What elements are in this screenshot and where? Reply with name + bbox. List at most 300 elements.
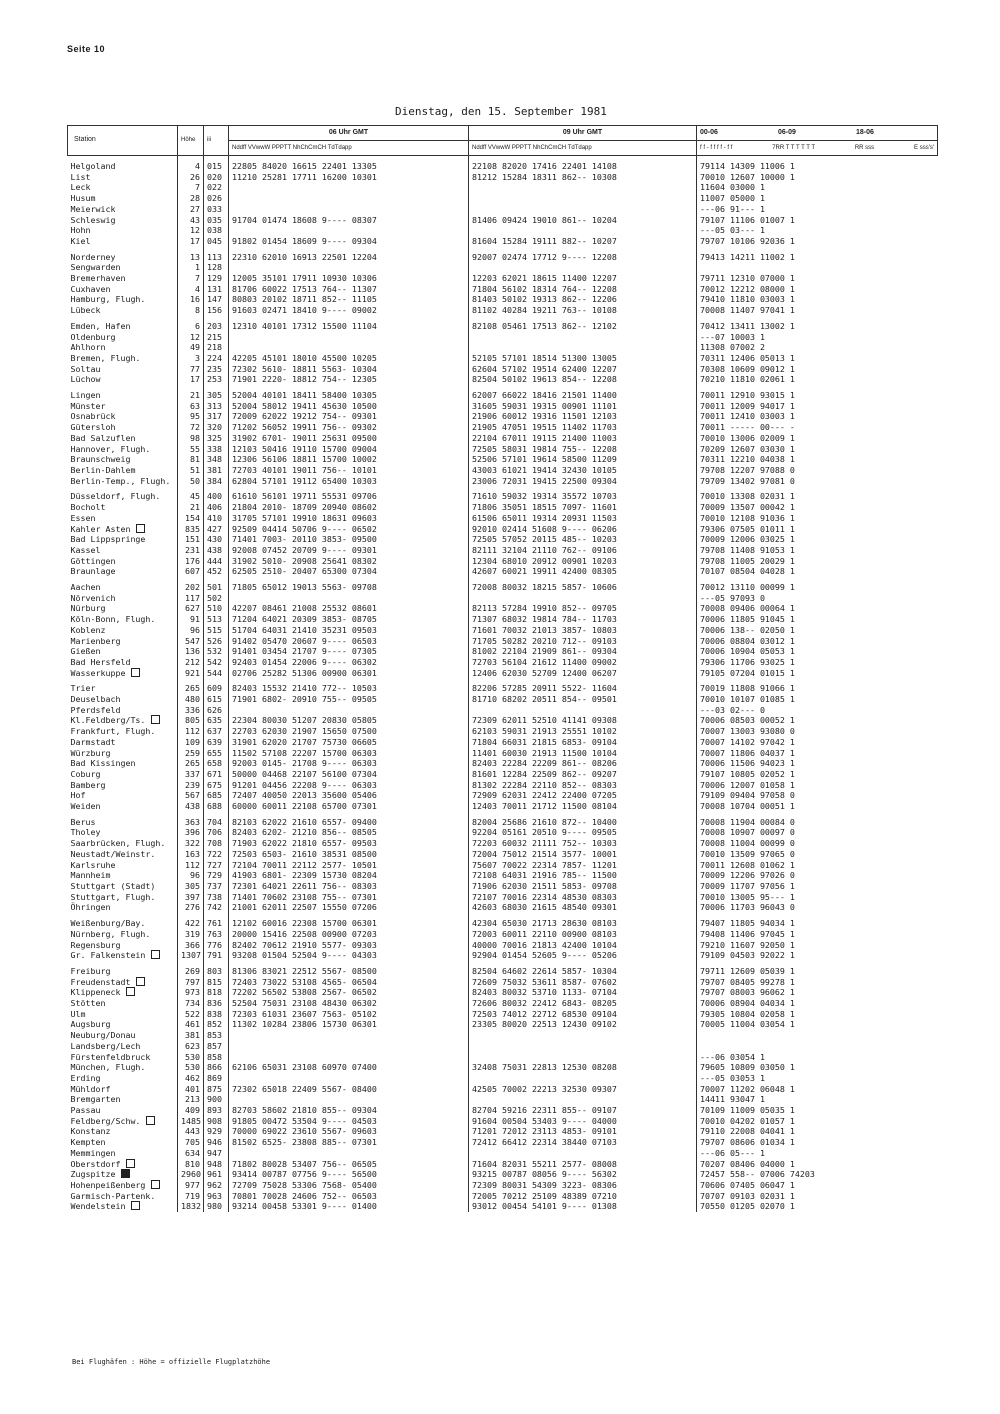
- station-name: Osnabrück: [70, 411, 116, 422]
- station-name: Lüchow: [70, 374, 101, 385]
- obs-09-cell: 71601 70032 21013 3857- 10803: [469, 625, 697, 636]
- table-row: [68, 172, 938, 183]
- table-row: [68, 411, 938, 422]
- station-cell: [68, 193, 178, 204]
- climate-cell: 70109 11009 05035 1: [697, 1105, 938, 1116]
- climate-cell: ---07 10003 1: [697, 332, 938, 343]
- station-cell: [68, 1191, 178, 1202]
- hoehe-cell: 95: [178, 411, 204, 422]
- obs-06-cell: 71401 70602 23108 755-- 07301: [232, 891, 377, 902]
- obs-06-cell: 92008 07452 20709 9---- 09301: [232, 544, 377, 555]
- obs-09-cell: 72309 62011 52510 41141 09308: [469, 715, 697, 726]
- hoehe-cell: 43: [178, 215, 204, 226]
- climate-cell: 70009 12006 03025 1: [697, 534, 938, 545]
- climate-cell: 70008 11904 00084 0: [697, 812, 938, 828]
- station-name: Oberstdorf: [70, 1158, 121, 1169]
- obs-06-cell: [229, 342, 469, 353]
- table-row: [68, 860, 938, 871]
- station-name: Bad Lippspringe: [70, 534, 146, 545]
- station-name: Bremerhaven: [70, 273, 126, 284]
- climate-cell: [697, 1030, 938, 1041]
- station-cell: [68, 1030, 178, 1041]
- station-name: Kiel: [70, 235, 91, 246]
- hoehe-cell: 112: [178, 860, 204, 871]
- table-row: [68, 838, 938, 849]
- climate-cell: ---06 05--- 1: [697, 1148, 938, 1159]
- open-square-icon: [126, 1159, 135, 1168]
- obs-06-cell: 91802 01454 18609 9---- 09304: [232, 235, 377, 246]
- observation-table: [67, 125, 938, 1212]
- hoehe-cell: 4: [178, 284, 204, 295]
- hoehe-cell: 319: [178, 929, 204, 940]
- climate-cell: 70210 11810 02061 1: [697, 374, 938, 385]
- station-id-cell: 526: [204, 636, 229, 647]
- hoehe-cell: 112: [178, 726, 204, 737]
- obs-06-cell: 72403 73022 53108 4565- 06504: [232, 976, 377, 987]
- table-row: [68, 1094, 938, 1105]
- climate-cell: 70005 11004 03054 1: [697, 1019, 938, 1030]
- obs-06-cell: 92003 0145- 21708 9---- 06303: [232, 758, 377, 769]
- table-row: [68, 892, 938, 903]
- station-name: Augsburg: [70, 1019, 111, 1030]
- station-id-cell: 900: [204, 1094, 229, 1105]
- station-name: Gießen: [70, 646, 101, 657]
- station-name: Helgoland: [70, 161, 116, 171]
- station-cell: [68, 534, 178, 545]
- obs-06-cell: [229, 204, 469, 215]
- hoehe-cell: 51: [178, 465, 204, 476]
- station-name: Tholey: [70, 827, 101, 838]
- obs-09-cell: 82111 32104 21110 762-- 09106: [469, 545, 697, 556]
- obs-09-cell: [469, 193, 697, 204]
- obs-06-cell: 11302 10284 23806 15730 06301: [232, 1019, 377, 1030]
- hoehe-cell: 1307: [178, 950, 204, 961]
- station-name: Hohn: [70, 225, 91, 236]
- station-id-cell: 235: [204, 364, 229, 375]
- obs-06-cell: 42205 45101 18010 45500 10205: [232, 352, 377, 363]
- station-name: Braunlage: [70, 566, 116, 577]
- table-row: [68, 294, 938, 305]
- climate-cell: 70010 10107 01085 1: [697, 694, 938, 705]
- station-id-cell: 737: [204, 881, 229, 892]
- table-row: [68, 678, 938, 694]
- climate-cell: 79306 11706 93025 1: [697, 657, 938, 668]
- obs-09-cell: 52506 57101 19614 58500 11209: [469, 454, 697, 465]
- obs-09-cell: 75607 70022 22314 7857- 11201: [469, 860, 697, 871]
- station-id-cell: 722: [204, 849, 229, 860]
- climate-cell: 79407 11805 94034 1: [697, 913, 938, 929]
- climate-cell: 70207 08406 04000 1: [697, 1159, 938, 1170]
- obs-06-cell: 81306 83021 22512 5567- 08500: [232, 965, 377, 976]
- station-cell: [68, 411, 178, 422]
- climate-cell: ---06 91--- 1: [697, 204, 938, 215]
- station-cell: [68, 1105, 178, 1116]
- hoehe-cell: 202: [178, 577, 204, 593]
- climate-cell: 79107 10805 02052 1: [697, 769, 938, 780]
- station-cell: [68, 364, 178, 375]
- station-name: Aachen: [70, 582, 101, 593]
- table-row: [68, 769, 938, 780]
- climate-cell: 79709 13402 97081 0: [697, 476, 938, 487]
- station-name: Hannover, Flugh.: [70, 443, 151, 454]
- climate-cell: 70007 11806 04037 1: [697, 748, 938, 759]
- station-name: Hohenpeißenberg: [70, 1179, 146, 1190]
- obs-09-cell: 92904 01454 52605 9---- 05206: [469, 950, 697, 961]
- station-id-cell: 400: [204, 486, 229, 502]
- climate-cell: 70008 11407 97041 1: [697, 305, 938, 316]
- obs-06-cell: 72301 64021 22611 756-- 08303: [232, 881, 377, 891]
- climate-cell: 79410 11810 03003 1: [697, 294, 938, 305]
- station-name: Bremen, Flugh.: [70, 352, 141, 363]
- hoehe-cell: 81: [178, 454, 204, 465]
- hoehe-cell: 443: [178, 1126, 204, 1137]
- station-name: Köln-Bonn, Flugh.: [70, 614, 156, 625]
- station-id-cell: 875: [204, 1084, 229, 1095]
- climate-cell: 70010 13005 95--- 1: [697, 892, 938, 903]
- station-cell: [68, 556, 178, 567]
- obs-09-cell: 81302 22284 22110 852-- 08303: [469, 780, 697, 791]
- obs-09-cell: 72203 60032 21111 752-- 10303: [469, 838, 697, 849]
- obs-09-cell: [469, 1073, 697, 1084]
- station-name: Berlin-Dahlem: [70, 464, 136, 475]
- obs-06-cell: 72104 70011 22112 2577- 10501: [232, 859, 377, 870]
- climate-cell: 79605 10809 03050 1: [697, 1062, 938, 1073]
- station-cell: [68, 758, 178, 769]
- station-name: Gütersloh: [70, 422, 116, 433]
- table-row: [68, 961, 938, 977]
- hoehe-cell: 231: [178, 545, 204, 556]
- obs-09-cell: 91604 00504 53403 9---- 04000: [469, 1116, 697, 1127]
- station-cell: [68, 1148, 178, 1159]
- station-id-cell: 963: [204, 1191, 229, 1202]
- station-cell: [68, 1094, 178, 1105]
- table-row: [68, 1062, 938, 1073]
- open-square-icon: [151, 715, 160, 724]
- station-name: Passau: [70, 1105, 101, 1116]
- obs-06-cell: 80803 20102 18711 852-- 11105: [232, 294, 377, 305]
- obs-09-cell: 72609 75032 53611 8587- 07602: [469, 977, 697, 988]
- table-row: [68, 593, 938, 604]
- station-name: Braunschweig: [70, 454, 131, 465]
- station-cell: [68, 849, 178, 860]
- obs-09-cell: 81601 12284 22509 862-- 09207: [469, 769, 697, 780]
- station-name: Marienberg: [70, 635, 121, 646]
- station-id-cell: 320: [204, 422, 229, 433]
- obs-09-cell: [469, 1041, 697, 1052]
- climate-cell: 70006 08503 00052 1: [697, 715, 938, 726]
- obs-06-cell: 92509 04414 50706 9---- 06502: [232, 523, 377, 534]
- climate-cell: 79707 10106 92036 1: [697, 236, 938, 247]
- hoehe-cell: 269: [178, 961, 204, 977]
- page-number: Seite 10: [67, 44, 106, 54]
- table-row: [68, 401, 938, 412]
- station-name: Memmingen: [70, 1147, 116, 1158]
- station-id-cell: 224: [204, 353, 229, 364]
- station-id-cell: 381: [204, 465, 229, 476]
- station-name: Soltau: [70, 363, 101, 374]
- group-header-06: 06 Uhr GMT: [229, 126, 469, 141]
- climate-cell: 70209 12607 03030 1: [697, 444, 938, 455]
- obs-06-cell: 71901 6802- 20910 755-- 09505: [232, 694, 377, 705]
- header-18-06: 18-06: [856, 128, 874, 136]
- obs-06-cell: 62106 65031 23108 60970 07400: [232, 1062, 377, 1073]
- station-id-cell: 452: [204, 566, 229, 577]
- climate-cell: 79210 11607 92050 1: [697, 940, 938, 951]
- table-header-row-groups: [68, 126, 938, 141]
- climate-cell: 70009 11707 97056 1: [697, 881, 938, 892]
- station-cell: [68, 374, 178, 385]
- table-row: [68, 305, 938, 316]
- station-name: Lübeck: [70, 305, 101, 316]
- climate-cell: 70006 10904 05053 1: [697, 646, 938, 657]
- station-name: Bad Hersfeld: [70, 656, 131, 667]
- station-id-cell: 129: [204, 273, 229, 284]
- obs-09-cell: 82108 05461 17513 862-- 12102: [469, 316, 697, 332]
- hoehe-cell: 72: [178, 422, 204, 433]
- table-row: [68, 465, 938, 476]
- obs-09-cell: 72309 80031 54309 3223- 08306: [469, 1180, 697, 1191]
- obs-06-cell: 31901 62020 21707 75730 06605: [232, 736, 377, 747]
- obs-09-cell: 22104 67011 19115 21400 11003: [469, 433, 697, 444]
- obs-06-cell: 31902 6701- 19011 25631 09500: [232, 432, 377, 443]
- climate-cell: 70006 08804 03012 1: [697, 636, 938, 647]
- station-id-cell: 325: [204, 433, 229, 444]
- climate-cell: 79708 12207 97088 0: [697, 465, 938, 476]
- station-id-cell: 761: [204, 913, 229, 929]
- station-cell: [68, 1137, 178, 1148]
- table-row: [68, 374, 938, 385]
- obs-06-cell: 81706 60022 17513 764-- 11307: [232, 283, 377, 294]
- table-row: [68, 929, 938, 940]
- obs-06-cell: 91704 01474 18608 9---- 08307: [232, 214, 377, 225]
- station-cell: [68, 1073, 178, 1084]
- station-name: Mühldorf: [70, 1083, 111, 1094]
- station-id-cell: 947: [204, 1148, 229, 1159]
- table-row: [68, 385, 938, 401]
- table-row: [68, 657, 938, 668]
- station-header: Station: [68, 126, 178, 156]
- station-cell: [68, 566, 178, 577]
- station-id-cell: 215: [204, 332, 229, 343]
- climate-cell: 70012 13110 00099 1: [697, 577, 938, 593]
- station-name: Neuburg/Donau: [70, 1030, 136, 1041]
- obs-06-cell: 70000 69022 23610 5567- 09603: [232, 1126, 377, 1137]
- station-cell: [68, 433, 178, 444]
- station-cell: [68, 1201, 178, 1212]
- climate-cell: 70011 12910 93015 1: [697, 385, 938, 401]
- obs-09-cell: 12304 68010 20912 00901 10203: [469, 556, 697, 567]
- station-cell: [68, 657, 178, 668]
- hoehe-cell: 98: [178, 433, 204, 444]
- station-id-cell: 131: [204, 284, 229, 295]
- obs-09-cell: 72703 56104 21612 11400 09002: [469, 657, 697, 668]
- subheader-climate: [697, 141, 938, 156]
- station-id-cell: 410: [204, 513, 229, 524]
- obs-09-cell: 82403 80032 53710 1133- 07104: [469, 987, 697, 998]
- station-cell: [68, 780, 178, 791]
- station-cell: [68, 977, 178, 988]
- obs-06-cell: [229, 262, 469, 273]
- table-row: [68, 715, 938, 726]
- climate-cell: ---03 02--- 0: [697, 705, 938, 716]
- obs-09-cell: 81102 40284 19211 763-- 10108: [469, 305, 697, 316]
- open-square-icon: [131, 668, 140, 677]
- station-cell: [68, 940, 178, 951]
- obs-09-cell: 42505 70002 22213 32530 09307: [469, 1084, 697, 1095]
- obs-09-cell: [469, 342, 697, 353]
- filled-square-icon: [121, 1169, 130, 1178]
- station-name: Berus: [70, 816, 96, 827]
- hoehe-cell: 977: [178, 1180, 204, 1191]
- obs-09-cell: 72505 58031 19814 755-- 12208: [469, 444, 697, 455]
- station-name: Bad Salzuflen: [70, 432, 136, 443]
- climate-cell: 79306 07505 01011 1: [697, 524, 938, 535]
- obs-06-cell: 61610 56101 19711 55531 09706: [232, 491, 377, 502]
- hoehe-cell: 176: [178, 556, 204, 567]
- hoehe-cell: 921: [178, 668, 204, 679]
- hoehe-cell: 627: [178, 603, 204, 614]
- obs-09-cell: 71705 50282 20210 712-- 09103: [469, 636, 697, 647]
- station-id-cell: 384: [204, 476, 229, 487]
- obs-09-cell: 71804 66031 21815 6853- 09104: [469, 737, 697, 748]
- station-cell: [68, 1116, 178, 1127]
- obs-06-cell: 31902 5010- 20908 25641 08302: [232, 555, 377, 566]
- station-name: Stuttgart, Flugh.: [70, 891, 156, 902]
- station-cell: [68, 1126, 178, 1137]
- station-cell: [68, 838, 178, 849]
- hoehe-cell: 21: [178, 385, 204, 401]
- climate-cell: 70606 07405 06047 1: [697, 1180, 938, 1191]
- table-row: [68, 726, 938, 737]
- station-cell: [68, 444, 178, 455]
- station-name: Essen: [70, 512, 96, 523]
- climate-cell: 70011 ----- 00--- -: [697, 422, 938, 433]
- station-cell: [68, 668, 178, 679]
- climate-cell: 70010 13006 02009 1: [697, 433, 938, 444]
- obs-09-cell: 23006 72031 19415 22500 09304: [469, 476, 697, 487]
- station-name: Weißenburg/Bay.: [70, 918, 146, 929]
- station-id-cell: 836: [204, 998, 229, 1009]
- obs-09-cell: 12203 62021 18615 11400 12207: [469, 273, 697, 284]
- station-name: Stötten: [70, 998, 106, 1009]
- station-name: Konstanz: [70, 1126, 111, 1137]
- station-cell: [68, 902, 178, 913]
- obs-09-cell: 81406 09424 19010 861-- 10204: [469, 215, 697, 226]
- obs-06-cell: 62505 2510- 20407 65300 07304: [232, 566, 377, 577]
- climate-cell: 79707 08606 01034 1: [697, 1137, 938, 1148]
- climate-cell: 70011 12009 94017 1: [697, 401, 938, 412]
- open-square-icon: [131, 1201, 140, 1210]
- station-cell: [68, 502, 178, 513]
- hoehe-cell: 7: [178, 182, 204, 193]
- station-cell: [68, 545, 178, 556]
- climate-cell: ---06 03054 1: [697, 1052, 938, 1063]
- climate-cell: 79107 11106 01007 1: [697, 215, 938, 226]
- hoehe-cell: 567: [178, 790, 204, 801]
- station-cell: [68, 1041, 178, 1052]
- obs-09-cell: [469, 204, 697, 215]
- station-id-cell: 156: [204, 305, 229, 316]
- obs-06-cell: 41903 6801- 22309 15730 08204: [232, 870, 377, 881]
- station-cell: [68, 998, 178, 1009]
- station-id-cell: 685: [204, 790, 229, 801]
- hoehe-cell: 12: [178, 332, 204, 343]
- station-id-cell: 626: [204, 705, 229, 716]
- hoehe-cell: 705: [178, 1137, 204, 1148]
- climate-cell: 79711 12609 05039 1: [697, 961, 938, 977]
- station-name: München, Flugh.: [70, 1062, 146, 1073]
- obs-09-cell: 82004 25686 21610 872-- 10400: [469, 812, 697, 828]
- station-cell: [68, 225, 178, 236]
- station-id-cell: 908: [204, 1116, 229, 1127]
- table-row: [68, 193, 938, 204]
- table-row: [68, 1030, 938, 1041]
- table-row: [68, 849, 938, 860]
- hoehe-cell: 91: [178, 614, 204, 625]
- station-id-cell: 706: [204, 827, 229, 838]
- station-cell: [68, 316, 178, 332]
- climate-cell: 79708 11005 20029 1: [697, 556, 938, 567]
- station-id-cell: 513: [204, 614, 229, 625]
- hoehe-cell: 77: [178, 364, 204, 375]
- climate-cell: [697, 1041, 938, 1052]
- obs-06-cell: 72009 62022 19212 754-- 09301: [232, 411, 377, 422]
- station-cell: [68, 182, 178, 193]
- table-row: [68, 316, 938, 332]
- table-row: [68, 364, 938, 375]
- table-row: [68, 577, 938, 593]
- table-row: [68, 977, 938, 988]
- station-cell: [68, 1062, 178, 1073]
- table-row: [68, 1052, 938, 1063]
- station-cell: [68, 860, 178, 871]
- station-id-cell: 020: [204, 172, 229, 183]
- station-cell: [68, 726, 178, 737]
- station-id-cell: 338: [204, 444, 229, 455]
- station-id-cell: 113: [204, 247, 229, 263]
- station-id-cell: 738: [204, 892, 229, 903]
- station-id-cell: 857: [204, 1041, 229, 1052]
- station-id-cell: 763: [204, 929, 229, 940]
- table-row: [68, 646, 938, 657]
- subheader-rr-sss: RR sss: [854, 144, 875, 151]
- station-id-cell: 542: [204, 657, 229, 668]
- station-name: Frankfurt, Flugh.: [70, 726, 156, 737]
- obs-06-cell: [229, 182, 469, 193]
- station-name: Husum: [70, 193, 96, 204]
- station-id-cell: 502: [204, 593, 229, 604]
- climate-cell: 70008 09406 00064 1: [697, 603, 938, 614]
- table-row: [68, 284, 938, 295]
- station-name: Hamburg, Flugh.: [70, 294, 146, 305]
- station-cell: [68, 913, 178, 929]
- station-name: Sengwarden: [70, 262, 121, 273]
- obs-06-cell: 52004 40101 18411 58400 10305: [232, 390, 377, 401]
- header-06-09: 06-09: [778, 128, 796, 136]
- obs-09-cell: 32408 75031 22813 12530 08208: [469, 1062, 697, 1073]
- climate-cell: 70412 13411 13002 1: [697, 316, 938, 332]
- station-name: Bamberg: [70, 779, 106, 790]
- station-name: Cuxhaven: [70, 283, 111, 294]
- obs-09-cell: [469, 262, 697, 273]
- hoehe-cell: 2960: [178, 1169, 204, 1180]
- obs-09-cell: 21906 60012 19316 11501 12103: [469, 411, 697, 422]
- station-id-cell: 438: [204, 545, 229, 556]
- station-name: Weiden: [70, 801, 101, 812]
- station-cell: [68, 401, 178, 412]
- obs-09-cell: [469, 1030, 697, 1041]
- obs-06-cell: 82403 6202- 21210 856-- 08505: [232, 827, 377, 838]
